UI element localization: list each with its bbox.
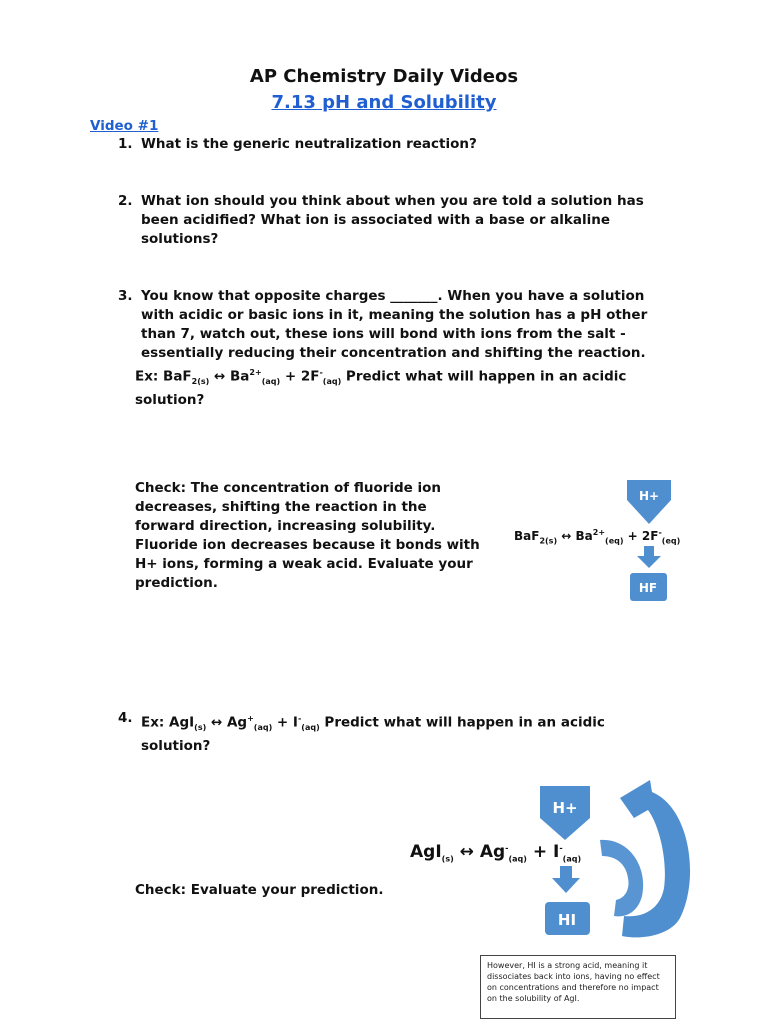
down-arrow	[637, 546, 661, 568]
check-line: decreases, shifting the reaction in the	[135, 499, 427, 515]
question-line: What ion should you think about when you are told a solution has	[141, 193, 644, 209]
question-number: 1.	[118, 136, 133, 152]
question-text	[141, 287, 647, 363]
question-number: 4.	[118, 710, 133, 726]
question-line: than 7, watch out, these ions will bond with ions from the salt -	[141, 326, 626, 342]
check-line: forward direction, increasing solubility.	[135, 518, 436, 534]
video-1-link[interactable]: Video #1	[90, 118, 159, 134]
question-line: with acidic or basic ions in it, meaning the solution has a pH other	[141, 307, 648, 323]
question-number: 2.	[118, 193, 133, 209]
question-text: What is the generic neutralization reaction?	[141, 136, 477, 152]
hi-label: HI	[557, 911, 577, 929]
check-2: Check: Evaluate your prediction.	[135, 882, 384, 898]
question-line: solutions?	[141, 231, 219, 247]
q3-example	[135, 363, 626, 410]
check-line: Fluoride ion decreases because it bonds with	[135, 537, 480, 553]
note-box: However, HI is a strong acid, meaning it dissociates back into ions, having no effect on concentrations and therefore no impact on the solubility of AgI.	[480, 955, 676, 1019]
page-title: AP Chemistry Daily Videos	[249, 66, 519, 87]
down-arrow	[552, 866, 580, 893]
question-text	[141, 709, 605, 756]
check-line: Check: The concentration of fluoride ion	[135, 480, 442, 496]
q3-example-line2: solution?	[135, 392, 205, 409]
question-number: 3.	[118, 288, 133, 304]
q4-example-line2: solution?	[141, 738, 211, 755]
h-plus-label: H+	[638, 489, 660, 503]
check-1	[135, 479, 480, 593]
page-subtitle-link[interactable]: 7.13 pH and Solubility	[271, 92, 497, 113]
diagram-2-equation: AgI$_{(s)}$ ↔ $Ag^-_{(aq)} + I^-_{(aq)}$	[410, 842, 582, 864]
question-text	[141, 192, 644, 249]
h-plus-label: H+	[552, 799, 578, 817]
check-line: H+ ions, forming a weak acid. Evaluate your	[135, 556, 473, 572]
diagram-1-equation: BaF$_{2(s)}$ ↔ $Ba^{2+}_{(eq)} + 2F^-_{(eq)}$	[514, 528, 681, 546]
q3-example-equation: Ex: BaF$_{2(s)}$ ↔ $Ba^{2+}_{(aq)} + 2F^-_{(aq)}$ Predict what will happen in an acidic	[135, 368, 627, 387]
question-4	[0, 709, 768, 755]
hf-label: HF	[638, 581, 658, 595]
question-line: You know that opposite charges _______. When you have a solution	[141, 288, 645, 304]
inner-curved-arrow	[600, 840, 643, 916]
question-line: essentially reducing their concentration and shifting the reaction.	[141, 345, 646, 361]
q4-example-equation: Ex: AgI$_{(s)}$ ↔ $Ag^+_{(aq)} + I^-_{(aq)}$ Predict what will happen in an acidic	[141, 714, 605, 733]
check-line: prediction.	[135, 575, 218, 591]
question-line: been acidified? What ion is associated with a base or alkaline	[141, 212, 610, 228]
question-2	[0, 192, 768, 252]
